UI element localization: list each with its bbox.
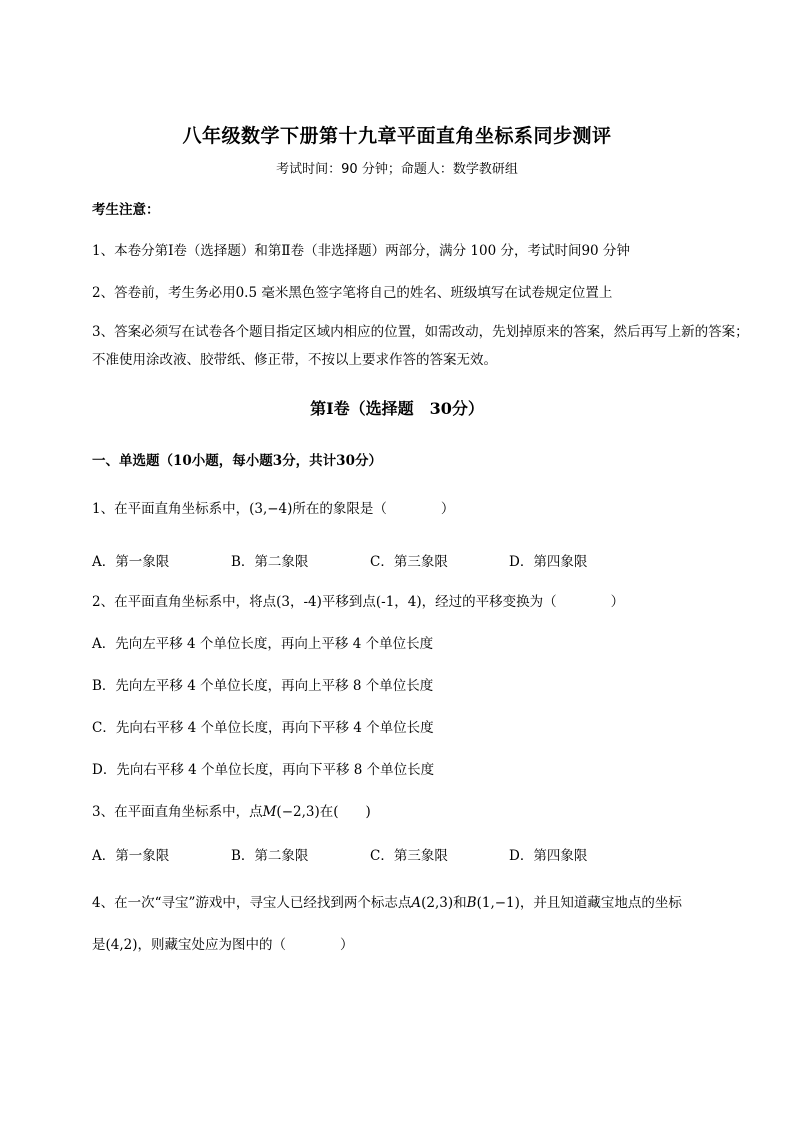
question-3-options	[92, 844, 648, 864]
question-4-line2-suffix: ，则藏宝处应为图中的（ ）	[137, 937, 354, 953]
question-1-suffix: 所在的象限是（ ）	[292, 501, 455, 517]
question-3	[92, 802, 754, 822]
exam-info: 考试时间：90 分钟；命题人：数学教研组	[276, 162, 518, 177]
notice-item-2: 2、答卷前，考生务必用0.5 毫米黑色签字笔将自己的姓名、班级填写在试卷规定位置上	[92, 285, 613, 301]
question-4-line2-prefix: 是	[92, 937, 106, 953]
question-3-prefix: 3、在平面直角坐标系中，点	[92, 804, 263, 820]
question-3-point-coords: (−2,3)	[276, 804, 320, 820]
question-1-option-a[interactable]: A．第一象限	[92, 554, 170, 570]
question-1-prefix: 1、在平面直角坐标系中，	[92, 501, 250, 517]
question-3-option-c[interactable]: C．第三象限	[370, 848, 448, 864]
question-4-point-b	[467, 895, 520, 911]
question-3-point	[263, 804, 320, 820]
question-3-option-d[interactable]: D．第四象限	[509, 848, 588, 864]
question-3-point-var: M	[262, 804, 277, 820]
question-4-line-1	[92, 893, 754, 913]
part1-title: 第Ⅰ卷（选择题 30分）	[310, 399, 484, 418]
question-1-option-b[interactable]: B．第二象限	[231, 554, 309, 570]
question-2-option-a[interactable]: A．先向左平移 4 个单位长度，再向上平移 4 个单位长度	[92, 636, 434, 652]
question-3-suffix: 在( )	[319, 804, 371, 820]
section-heading: 一、单选题（10小题，每小题3分，共计30分）	[92, 453, 382, 469]
question-4-point-a-coords: (2,3)	[421, 895, 454, 911]
question-4-point-a	[411, 895, 453, 911]
question-4-point-b-var: B	[466, 895, 477, 911]
notice-heading: 考生注意：	[92, 202, 160, 218]
question-1-option-c[interactable]: C．第三象限	[370, 554, 448, 570]
question-2: 2、在平面直角坐标系中，将点(3，-4)平移到点(-1，4)，经过的平移变换为（ ）	[92, 594, 625, 610]
question-4-line1-suffix: ，并且知道藏宝地点的坐标	[519, 895, 682, 911]
question-4-point-a-var: A	[411, 895, 422, 911]
question-2-option-d[interactable]: D．先向右平移 4 个单位长度，再向下平移 8 个单位长度	[92, 762, 435, 778]
question-1-point: (3,−4)	[249, 501, 293, 517]
question-1	[92, 499, 754, 519]
question-4-prefix: 4、在一次“寻宝”游戏中，寻宝人已经找到两个标志点	[92, 895, 412, 911]
page-title: 八年级数学下册第十九章平面直角坐标系同步测评	[182, 125, 612, 147]
question-1-option-d[interactable]: D．第四象限	[509, 554, 588, 570]
question-3-option-b[interactable]: B．第二象限	[231, 848, 309, 864]
question-2-option-b[interactable]: B．先向左平移 4 个单位长度，再向上平移 8 个单位长度	[92, 678, 434, 694]
question-1-options	[92, 550, 648, 570]
question-4-conj: 和	[453, 895, 467, 911]
question-3-option-a[interactable]: A．第一象限	[92, 848, 170, 864]
question-4-point-b-coords: (1,−1)	[476, 895, 520, 911]
question-4-line-2	[92, 935, 754, 955]
notice-item-3: 3、答案必须写在试卷各个题目指定区域内相应的位置，如需改动，先划掉原来的答案，然后再写上新的答案；不准使用涂改液、胶带纸、修正带，不按以上要求作答的答案无效。	[92, 324, 749, 368]
question-4-treasure-point: (4,2)	[105, 937, 138, 953]
question-2-option-c[interactable]: C．先向右平移 4 个单位长度，再向下平移 4 个单位长度	[92, 720, 434, 736]
notice-item-1: 1、本卷分第Ⅰ卷（选择题）和第Ⅱ卷（非选择题）两部分，满分 100 分，考试时间90 分钟	[92, 243, 630, 259]
